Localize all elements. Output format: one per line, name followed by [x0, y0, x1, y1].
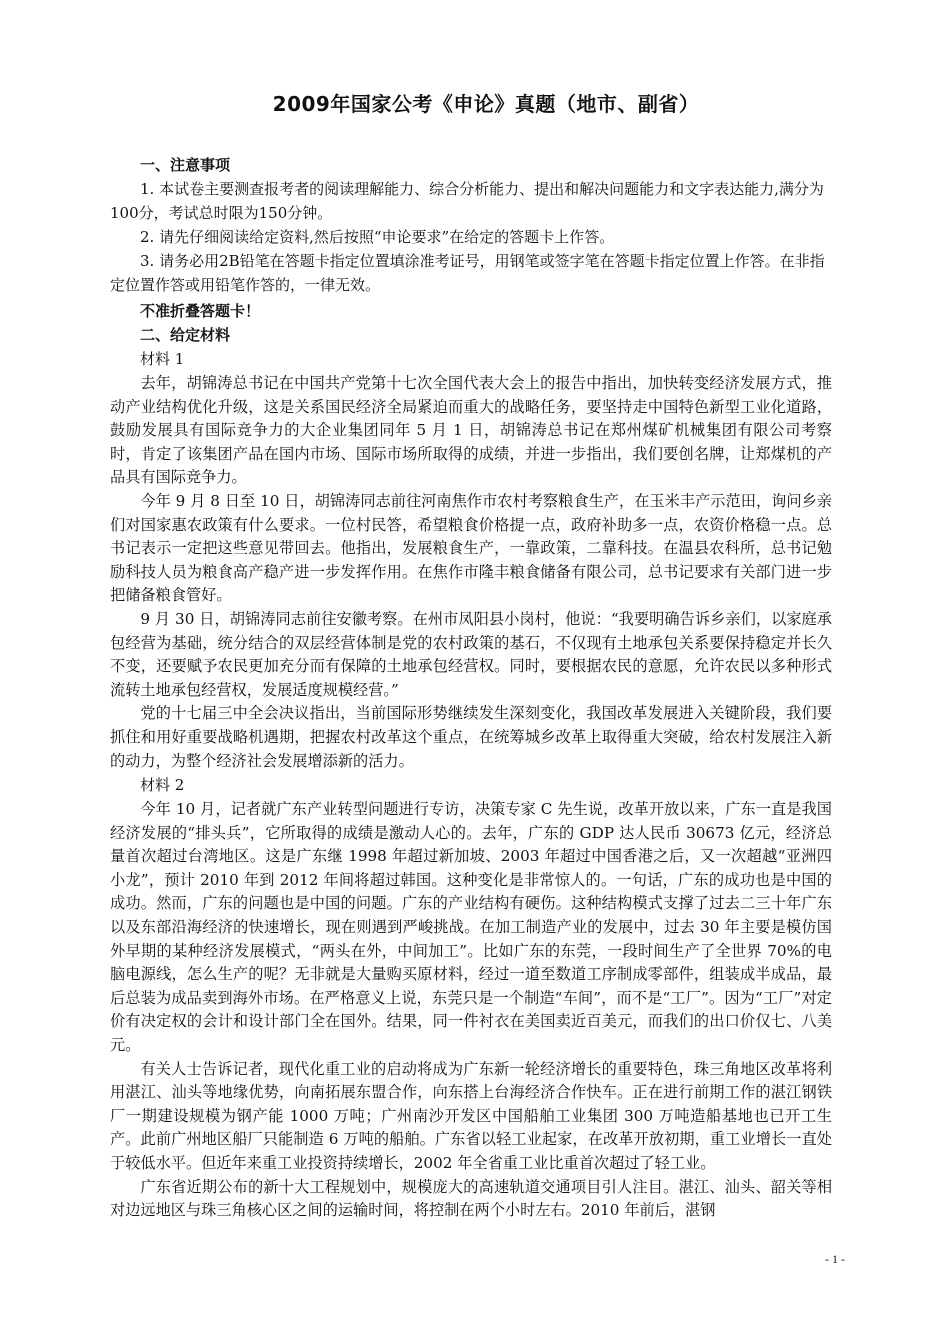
document-title: 2009年国家公考《申论》真题（地市、副省） [272, 92, 700, 116]
notice-list [110, 177, 832, 297]
paragraph: 广东省近期公布的新十大工程规划中，规模庞大的高速轨道交通项目引人注目。湛江、汕头、韶关等相对边远地区与珠三角核心区之间的运输时间，将控制在两个小时左右。2010 年前后，湛钢 [110, 1177, 832, 1220]
paragraph: 今年 10 月，记者就广东产业转型问题进行专访，决策专家 C 先生说，改革开放以来，广东一直是我国经济发展的“排头兵”，它所取得的成绩是激动人心的。去年，广东的 GDP 达人民币 30673 亿元，经济总量首次超过台湾地区。这是广东继 1998 年超过新加坡、2003 年超过中国香港之后，又一次超越“亚洲四小龙”，预计 2010 年到 2012 年间将超过韩国。这种变化是非常惊人的。一句话，广东的成功也是中国的成功。然而，广东的问题也是中国的问题。广东的产业结构有硬伤。这种结构模式支撑了过去二三十年广东以及东部沿海经济的快速增长，现在则遇到严峻挑战。在加工制造产业的发展中，过去 30 年主要是模仿国外早期的某种经济发展模式，“两头在外，中间加工”。比如广东的东莞，一段时间生产了全世界 70%的电脑电源线，怎么生产的呢？无非就是大量购买原材料，经过一道至数道工序制成零部件，组装成半成品，最后总装为成品卖到海外市场。在严格意义上说，东莞只是一个制造“车间”，而不是“工厂”。因为“工厂”对定价有决定权的会计和设计部门全在国外。结果，同一件衬衣在美国卖近百美元，而我们的出口价仅七、八美元。 [110, 800, 832, 1055]
material-2-body [110, 798, 832, 1223]
notice-item: 3. 请务必用2B铅笔在答题卡指定位置填涂准考证号，用钢笔或签字笔在答题卡指定位置上作答。在非指定位置作答或用铅笔作答的，一律无效。 [110, 252, 825, 294]
material-2-label: 材料 2 [140, 776, 185, 795]
paragraph: 9 月 30 日，胡锦涛同志前往安徽考察。在州市凤阳县小岗村，他说：“我要明确告诉乡亲们，以家庭承包经营为基础，统分结合的双层经营体制是党的农村政策的基石，不仅现有土地承包关系要保持稳定并长久不变，还要赋予农民更加充分而有保障的土地承包经营权。同时，要根据农民的意愿，允许农民以多种形式流转土地承包经营权，发展适度规模经营。” [110, 609, 832, 699]
paragraph: 今年 9 月 8 日至 10 日，胡锦涛同志前往河南焦作市农村考察粮食生产，在玉米丰产示范田，询问乡亲们对国家惠农政策有什么要求。一位村民答，希望粮食价格提一点，政府补助多一点，农资价格稳一点。总书记表示一定把这些意见带回去。他指出，发展粮食生产，一靠政策，二靠科技。在温县农科所，总书记勉励科技人员为粮食高产稳产进一步发挥作用。在焦作市隆丰粮食储备有限公司，总书记要求有关部门进一步把储备粮食管好。 [110, 491, 832, 605]
warning-text: 不准折叠答题卡！ [140, 302, 261, 320]
page-number: - 1 - [825, 1252, 845, 1266]
material-1-body [110, 372, 832, 773]
notice-item: 1. 本试卷主要测查报考者的阅读理解能力、综合分析能力、提出和解决问题能力和文字表达能力,满分为100分，考试总时限为150分钟。 [110, 180, 824, 222]
paragraph: 党的十七届三中全会决议指出，当前国际形势继续发生深刻变化，我国改革发展进入关键阶段，我们要抓住和用好重要战略机遇期，把握农村改革这个重点，在统筹城乡改革上取得重大突破，给农村发展注入新的动力，为整个经济社会发展增添新的活力。 [110, 704, 832, 770]
section-heading-notice: 一、注意事项 [140, 156, 231, 174]
paragraph: 去年，胡锦涛总书记在中国共产党第十七次全国代表大会上的报告中指出，加快转变经济发展方式，推动产业结构优化升级，这是关系国民经济全局紧迫而重大的战略任务，要坚持走中国特色新型工业化道路，鼓励发展具有国际竞争力的大企业集团同年 5 月 1 日，胡锦涛总书记在郑州煤矿机械集团有限公司考察时，肯定了该集团产品在国内市场、国际市场所取得的成绩，并进一步指出，我们要创名牌，让郑煤机的产品具有国际竞争力。 [110, 374, 832, 487]
material-1-label: 材料 1 [140, 350, 185, 368]
notice-item: 2. 请先仔细阅读给定资料,然后按照“申论要求”在给定的答题卡上作答。 [140, 228, 615, 246]
paragraph: 有关人士告诉记者，现代化重工业的启动将成为广东新一轮经济增长的重要特色，珠三角地区改革将利用湛江、汕头等地缘优势，向南拓展东盟合作，向东搭上台海经济合作快车。正在进行前期工作的湛江钢铁厂一期建设规模为钢产能 1000 万吨；广州南沙开发区中国船舶工业集团 300 万吨造船基地也已开工生产。此前广州地区船厂只能制造 6 万吨的船舶。广东省以轻工业起家，在改革开放初期，重工业增长一直处于较低水平。但近年来重工业投资持续增长，2002 年全省重工业比重首次超过了轻工业。 [110, 1059, 832, 1172]
section-heading-materials: 二、给定材料 [140, 326, 231, 344]
